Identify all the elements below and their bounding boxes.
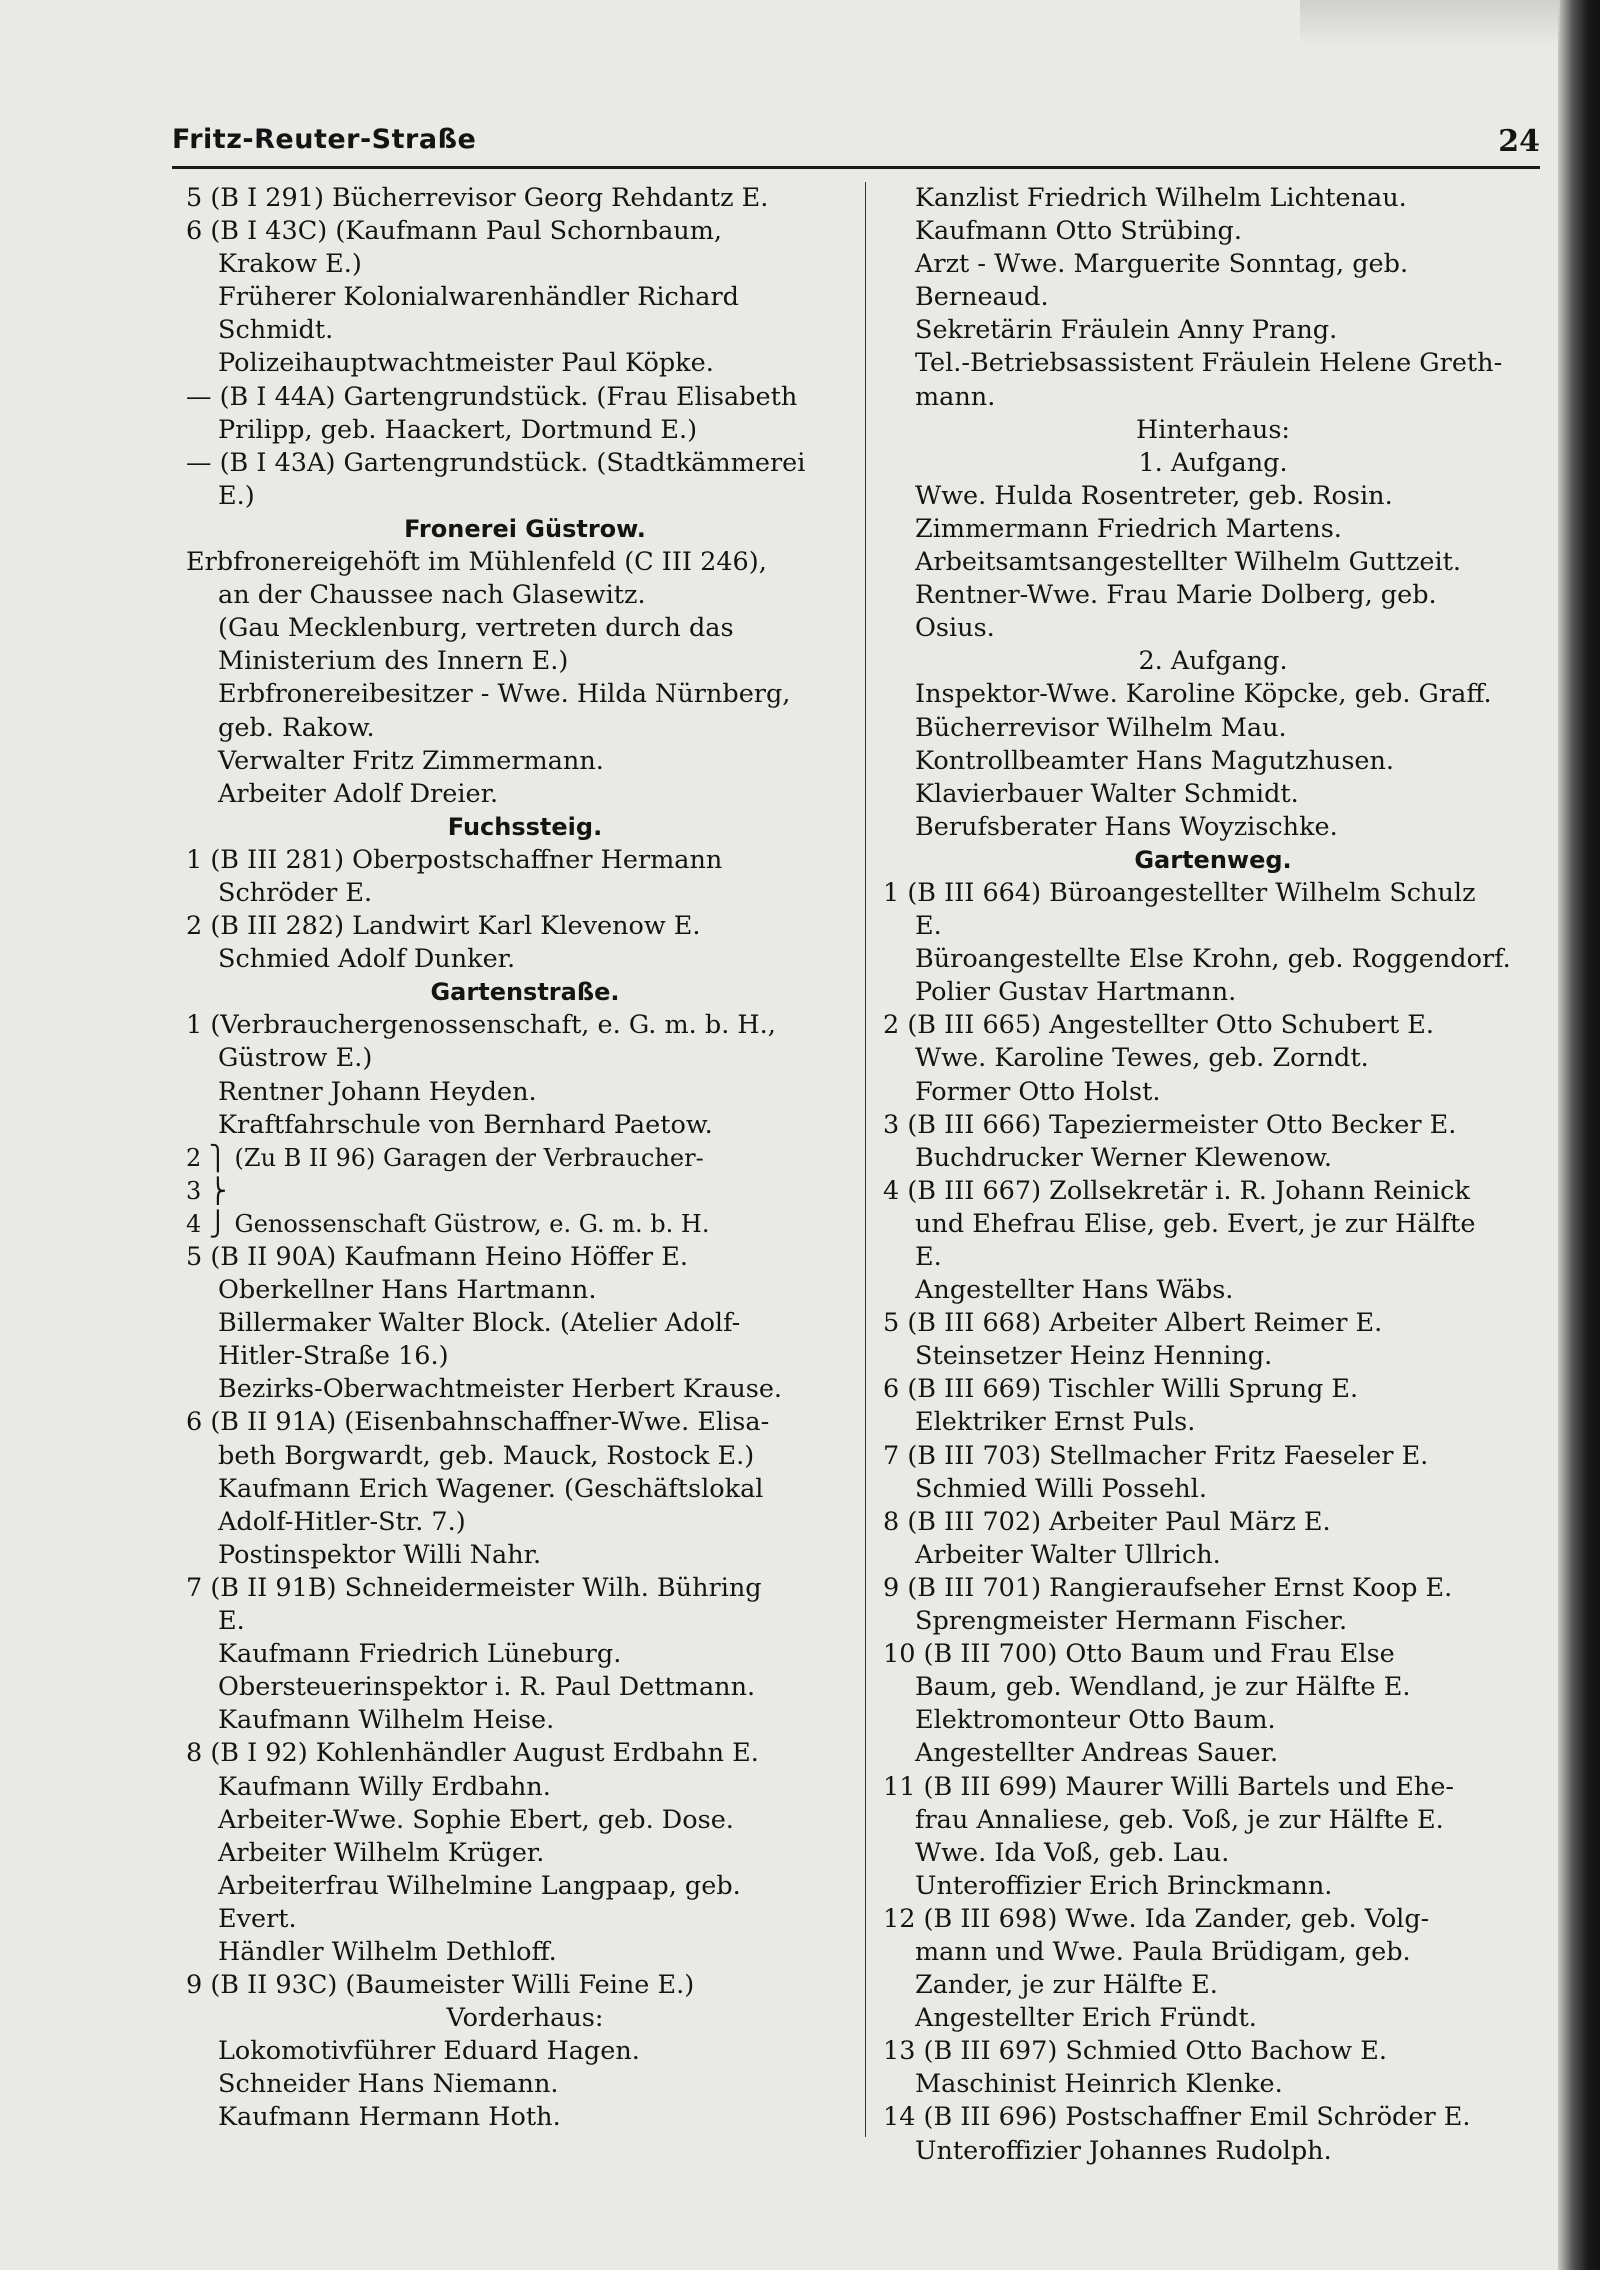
- resident-entry: Wwe. Karoline Tewes, geb. Zorndt.: [915, 1043, 1369, 1074]
- property-entry: 14 (B III 696) Postschaffner Emil Schröder E.: [883, 2102, 1471, 2133]
- resident-entry: Sprengmeister Hermann Fischer.: [915, 1606, 1348, 1637]
- resident-entry: Maschinist Heinrich Klenke.: [915, 2069, 1283, 2100]
- entry-continuation: Ministerium des Innern E.): [218, 646, 569, 677]
- property-entry: 8 (B I 92) Kohlenhändler August Erdbahn E.: [186, 1738, 759, 1769]
- property-entry: 9 (B III 701) Rangieraufseher Ernst Koop E.: [883, 1572, 1453, 1603]
- building-section-label: Hinterhaus:: [1135, 414, 1291, 445]
- resident-entry: Arbeiter Wilhelm Krüger.: [218, 1837, 545, 1868]
- resident-entry: Arbeiterfrau Wilhelmine Langpaap, geb.: [218, 1870, 741, 1901]
- property-entry: — (B I 44A) Gartengrundstück. (Frau Elisabeth: [186, 381, 798, 412]
- resident-entry: Händler Wilhelm Dethloff.: [218, 1936, 557, 1967]
- entry-continuation: Güstrow E.): [218, 1043, 373, 1074]
- property-entry: 8 (B III 702) Arbeiter Paul März E.: [883, 1506, 1331, 1537]
- street-heading: Gartenstraße.: [430, 978, 620, 1007]
- resident-entry: Schmied Adolf Dunker.: [218, 944, 516, 975]
- resident-entry: Steinsetzer Heinz Henning.: [915, 1341, 1273, 1372]
- resident-entry: Büroangestellte Else Krohn, geb. Roggendorf.: [915, 944, 1511, 975]
- resident-entry: Wwe. Ida Voß, geb. Lau.: [915, 1837, 1230, 1868]
- property-entry: 7 (B II 91B) Schneidermeister Wilh. Bühring: [186, 1572, 762, 1603]
- resident-entry: Arbeiter-Wwe. Sophie Ebert, geb. Dose.: [218, 1804, 734, 1835]
- resident-entry: Kontrollbeamter Hans Magutzhusen.: [915, 745, 1395, 776]
- resident-entry: Bezirks-Oberwachtmeister Herbert Krause.: [218, 1374, 783, 1405]
- resident-entry: Angestellter Hans Wäbs.: [915, 1275, 1234, 1306]
- entry-continuation: Prilipp, geb. Haackert, Dortmund E.): [218, 414, 698, 445]
- entry-continuation: Baum, geb. Wendland, je zur Hälfte E.: [915, 1672, 1411, 1703]
- resident-entry: Elektriker Ernst Puls.: [915, 1407, 1196, 1438]
- resident-entry: Bücherrevisor Wilhelm Mau.: [915, 712, 1287, 743]
- page-edge-shadow: [1558, 0, 1600, 2270]
- resident-entry: Former Otto Holst.: [915, 1076, 1161, 1107]
- entry-continuation: E.: [218, 1606, 245, 1637]
- page-corner-shadow: [1300, 0, 1560, 46]
- property-entry: 5 (B II 90A) Kaufmann Heino Höffer E.: [186, 1242, 688, 1272]
- page-number: 24: [1498, 124, 1540, 159]
- resident-entry: Unteroffizier Erich Brinckmann.: [915, 1870, 1333, 1901]
- property-entry: 7 (B III 703) Stellmacher Fritz Faeseler E.: [883, 1440, 1429, 1471]
- property-entry: 6 (B II 91A) (Eisenbahnschaffner-Wwe. Elisa-: [186, 1407, 770, 1438]
- property-entry: 1 (B III 281) Oberpostschaffner Hermann: [186, 844, 723, 875]
- resident-entry: Früherer Kolonialwarenhändler Richard: [218, 282, 739, 313]
- resident-entry: Schmied Willi Possehl.: [915, 1473, 1207, 1504]
- resident-entry: Elektromonteur Otto Baum.: [915, 1705, 1276, 1736]
- resident-entry: Kaufmann Otto Strübing.: [915, 216, 1242, 247]
- resident-entry: Tel.-Betriebsassistent Fräulein Helene Greth-: [915, 348, 1503, 379]
- entry-continuation: Hitler-Straße 16.): [218, 1341, 449, 1372]
- entry-continuation: Berneaud.: [915, 282, 1049, 313]
- property-entry: 2 (B III 282) Landwirt Karl Klevenow E.: [186, 911, 701, 942]
- resident-entry: Postinspektor Willi Nahr.: [218, 1539, 542, 1570]
- property-entry: 6 (B III 669) Tischler Willi Sprung E.: [883, 1374, 1359, 1405]
- resident-entry: Arbeitsamtsangestellter Wilhelm Guttzeit.: [915, 547, 1461, 578]
- resident-entry: Arbeiter Walter Ullrich.: [915, 1539, 1221, 1570]
- building-section-label: Vorderhaus:: [446, 2003, 604, 2034]
- entry-continuation: und Ehefrau Elise, geb. Evert, je zur Hälfte: [915, 1208, 1476, 1239]
- resident-entry: Kaufmann Willy Erdbahn.: [218, 1771, 551, 1802]
- entry-continuation: geb. Rakow.: [218, 712, 375, 743]
- entry-continuation: mann und Wwe. Paula Brüdigam, geb.: [915, 1936, 1411, 1967]
- street-heading: Gartenweg.: [1134, 845, 1292, 874]
- resident-entry: Polizeihauptwachtmeister Paul Köpke.: [218, 348, 714, 379]
- property-entry: 6 (B I 43C) (Kaufmann Paul Schornbaum,: [186, 216, 722, 247]
- property-entry: Erbfronereigehöft im Mühlenfeld (C III 246),: [186, 547, 767, 578]
- property-entry: 2 (B III 665) Angestellter Otto Schubert E.: [883, 1010, 1434, 1041]
- entry-continuation: Evert.: [218, 1903, 297, 1934]
- resident-entry: Wwe. Hulda Rosentreter, geb. Rosin.: [915, 480, 1393, 511]
- entry-continuation: Krakow E.): [218, 249, 362, 280]
- resident-entry: Unteroffizier Johannes Rudolph.: [915, 2135, 1332, 2166]
- street-heading: Fronerei Güstrow.: [404, 514, 646, 543]
- entry-continuation: (Gau Mecklenburg, vertreten durch das: [218, 613, 734, 644]
- resident-entry: Zimmermann Friedrich Martens.: [915, 513, 1342, 544]
- property-entry: 5 (B I 291) Bücherrevisor Georg Rehdantz E.: [186, 183, 769, 213]
- resident-entry: Kanzlist Friedrich Wilhelm Lichtenau.: [915, 183, 1407, 213]
- street-name-heading: Fritz-Reuter-Straße: [172, 124, 477, 155]
- entry-continuation: Zander, je zur Hälfte E.: [915, 1970, 1218, 2001]
- entry-continuation: E.): [218, 480, 255, 511]
- entry-continuation: an der Chaussee nach Glasewitz.: [218, 580, 646, 611]
- building-section-label: 1. Aufgang.: [1138, 447, 1288, 478]
- resident-entry: Obersteuerinspektor i. R. Paul Dettmann.: [218, 1672, 756, 1703]
- resident-entry: Oberkellner Hans Hartmann.: [218, 1275, 597, 1306]
- property-entry: 10 (B III 700) Otto Baum und Frau Else: [883, 1639, 1395, 1670]
- resident-entry: Polier Gustav Hartmann.: [915, 977, 1237, 1008]
- resident-entry: Kaufmann Hermann Hoth.: [218, 2102, 561, 2133]
- left-column: [186, 182, 864, 2135]
- property-entry: 4 (B III 667) Zollsekretär i. R. Johann Reinick: [883, 1175, 1470, 1206]
- property-entry: 1 (Verbrauchergenossenschaft, e. G. m. b. H.,: [186, 1010, 776, 1041]
- grouped-property-entry: 4 ⎭ Genossenschaft Güstrow, e. G. m. b. H.: [186, 1209, 710, 1238]
- resident-entry: Kaufmann Erich Wagener. (Geschäftslokal: [218, 1473, 764, 1504]
- entry-continuation: E.: [915, 1242, 942, 1272]
- property-entry: — (B I 43A) Gartengrundstück. (Stadtkämmerei: [186, 447, 806, 478]
- resident-entry: Kaufmann Wilhelm Heise.: [218, 1705, 555, 1736]
- resident-entry: Buchdrucker Werner Klewenow.: [915, 1142, 1333, 1173]
- resident-entry: Erbfronereibesitzer - Wwe. Hilda Nürnberg,: [218, 679, 791, 710]
- entry-continuation: beth Borgwardt, geb. Mauck, Rostock E.): [218, 1440, 755, 1471]
- resident-entry: Klavierbauer Walter Schmidt.: [915, 778, 1299, 809]
- entry-continuation: Osius.: [915, 613, 995, 644]
- column-divider: [865, 182, 866, 2137]
- entry-continuation: Adolf-Hitler-Str. 7.): [218, 1506, 466, 1537]
- resident-entry: Berufsberater Hans Woyzischke.: [915, 811, 1338, 842]
- right-column: [883, 182, 1543, 2168]
- resident-entry: Inspektor-Wwe. Karoline Köpcke, geb. Graff.: [915, 679, 1492, 710]
- resident-entry: Verwalter Fritz Zimmermann.: [218, 745, 604, 776]
- entry-continuation: mann.: [915, 381, 996, 412]
- resident-entry: Rentner Johann Heyden.: [218, 1076, 537, 1107]
- resident-entry: Angestellter Andreas Sauer.: [915, 1738, 1279, 1769]
- property-entry: 1 (B III 664) Büroangestellter Wilhelm Schulz: [883, 877, 1476, 908]
- page-header: [172, 120, 1540, 166]
- resident-entry: Lokomotivführer Eduard Hagen.: [218, 2036, 640, 2067]
- resident-entry: Schneider Hans Niemann.: [218, 2069, 559, 2100]
- entry-continuation: E.: [915, 911, 942, 942]
- resident-entry: Arzt - Wwe. Marguerite Sonntag, geb.: [915, 249, 1409, 280]
- property-entry: 12 (B III 698) Wwe. Ida Zander, geb. Volg-: [883, 1903, 1430, 1934]
- property-entry: 13 (B III 697) Schmied Otto Bachow E.: [883, 2036, 1387, 2067]
- resident-entry: Kaufmann Friedrich Lüneburg.: [218, 1639, 622, 1670]
- entry-continuation: Schmidt.: [218, 315, 334, 346]
- resident-entry: Kraftfahrschule von Bernhard Paetow.: [218, 1109, 713, 1140]
- grouped-property-entry: 3 ⎬: [186, 1176, 227, 1205]
- header-rule: [172, 166, 1540, 169]
- entry-continuation: Schröder E.: [218, 877, 373, 908]
- resident-entry: Sekretärin Fräulein Anny Prang.: [915, 315, 1338, 346]
- property-entry: 11 (B III 699) Maurer Willi Bartels und Ehe-: [883, 1771, 1455, 1802]
- resident-entry: Arbeiter Adolf Dreier.: [218, 778, 499, 809]
- property-entry: 3 (B III 666) Tapeziermeister Otto Becker E.: [883, 1109, 1457, 1140]
- resident-entry: Billermaker Walter Block. (Atelier Adolf-: [218, 1308, 741, 1339]
- grouped-property-entry: 2 ⎫ (Zu B II 96) Garagen der Verbraucher-: [186, 1143, 704, 1172]
- resident-entry: Angestellter Erich Fründt.: [915, 2003, 1257, 2034]
- property-entry: 9 (B II 93C) (Baumeister Willi Feine E.): [186, 1970, 695, 2001]
- street-heading: Fuchssteig.: [447, 812, 603, 841]
- property-entry: 5 (B III 668) Arbeiter Albert Reimer E.: [883, 1308, 1383, 1339]
- building-section-label: 2. Aufgang.: [1138, 646, 1288, 677]
- resident-entry: Rentner-Wwe. Frau Marie Dolberg, geb.: [915, 580, 1437, 611]
- entry-continuation: frau Annaliese, geb. Voß, je zur Hälfte E.: [915, 1804, 1444, 1835]
